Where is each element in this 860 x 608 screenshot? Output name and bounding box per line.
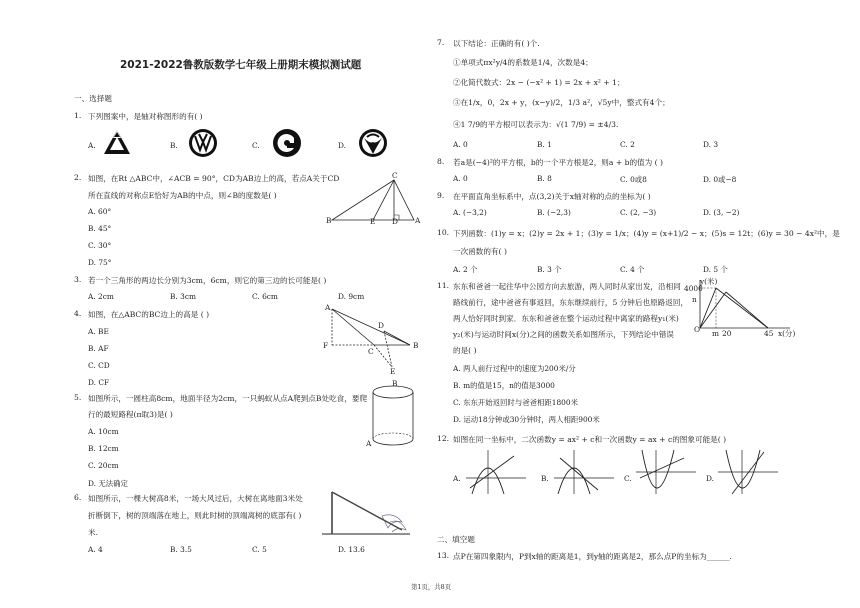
question-13-number: 13. <box>437 551 450 560</box>
question-2-number: 2. <box>74 173 82 182</box>
q4-label-f: F <box>323 341 329 350</box>
q5-option-a: A. 10cm <box>88 427 119 436</box>
question-7-number: 7. <box>437 38 445 47</box>
q12-option-d: D. <box>706 474 715 483</box>
q4-label-a: A <box>325 303 331 312</box>
section-heading-fill-blank: 二、填空题 <box>437 535 475 544</box>
q4-label-b: B <box>413 341 419 350</box>
q1-option-b-label: B. <box>170 141 178 150</box>
q5-label-b: B <box>392 379 398 388</box>
question-6-line-1: 如图所示，一棵大树高8米，一场大风过后，大树在离地面3米处 <box>88 494 303 503</box>
question-11-number: 11. <box>437 281 450 290</box>
q9-option-b: B. (−2,3) <box>537 208 571 217</box>
q11-option-b: B. m的值是15，n的值是3000 <box>453 381 555 390</box>
q6-option-a: A. 4 <box>88 545 103 554</box>
question-2-line-1: 如图，在Rt △ABC中，∠ACB = 90°，CD为AB边上的高，若点A关于CD <box>88 174 340 183</box>
q8-option-c: C. 0或8 <box>620 175 647 184</box>
q3-option-b: B. 3cm <box>170 292 196 301</box>
question-6-line-2: 折断倒下，树的顶端落在地上，则此时树的顶端离树的底部有( ) <box>88 511 302 520</box>
q8-option-a: A. 0 <box>453 174 468 183</box>
question-6-line-3: 米. <box>88 528 99 537</box>
section-heading-choice: 一、选择题 <box>74 94 112 103</box>
q7-option-a: A. 0 <box>453 140 468 149</box>
q11-label-4000: 4000 <box>684 284 703 293</box>
question-1-number: 1. <box>74 111 82 120</box>
question-12-number: 12. <box>437 434 450 443</box>
q3-option-c: C. 6cm <box>252 292 278 301</box>
q7-option-c: C. 2 <box>620 140 635 149</box>
q11-label-origin: O <box>694 325 701 334</box>
q7-statement-3: ③在1/x，0，2x + y，(x−y)/2，1/3 a²，√5y中，整式有4个； <box>453 98 670 107</box>
q2-option-a: A. 60° <box>88 207 112 216</box>
q2-label-e: E <box>370 217 376 226</box>
q5-option-d: D. 无法确定 <box>88 479 128 488</box>
question-8-number: 8. <box>437 157 445 166</box>
question-10-line-1: 下列函数：(1)y = x；(2)y = 2x + 1；(3)y = 1/x；(4)y = (x+1)/2 − x；(5)s = 12t；(6)y = 30 − 4x²中，是 <box>453 229 840 238</box>
dongfeng-logo-icon <box>358 128 388 158</box>
page-footer: 第1页，共8页 <box>411 583 452 591</box>
q4-option-c: C. CD <box>88 361 110 370</box>
q4-option-a: A. BE <box>88 327 109 336</box>
q4-option-d: D. CF <box>88 378 110 387</box>
q11-label-y-axis: y(米) <box>700 277 718 286</box>
q12-option-a: A. <box>453 474 461 483</box>
q11-option-a: A. 两人前行过程中的速度为200米/分 <box>453 364 576 373</box>
q7-statement-4: ④1 7/9的平方根可以表示为：√(1 7/9) = ±4/3. <box>453 120 619 129</box>
q2-label-b: B <box>326 216 332 225</box>
recycle-logo-icon <box>102 128 132 158</box>
q2-label-c: C <box>392 171 398 180</box>
question-9-number: 9. <box>437 191 445 200</box>
question-10-number: 10. <box>437 228 450 237</box>
q9-option-c: C. (2, −3) <box>620 208 657 217</box>
q10-option-c: C. 4 个 <box>620 265 645 274</box>
question-5-line-1: 如图所示，一圆柱高8cm，地面半径为2cm，一只蚂蚁从点A爬到点B处吃食，要爬 <box>88 394 368 403</box>
question-5-line-2: 行的最短路程(π取3)是( ) <box>88 410 173 419</box>
q6-broken-tree-figure <box>322 486 412 538</box>
q11-distance-time-graph <box>688 278 798 336</box>
q10-option-b: B. 3 个 <box>537 265 562 274</box>
q12-option-b: B. <box>541 474 549 483</box>
question-4-text: 如图，在△ABC的BC边上的高是 ( ) <box>88 310 210 319</box>
q4-label-c: C <box>368 347 374 356</box>
q3-option-a: A. 2cm <box>88 292 114 301</box>
question-12-text: 如图在同一坐标中，二次函数y = ax² + c和一次函数y = ax + c的图象可能是( ) <box>453 435 727 444</box>
question-11-line-1: 东东和爸爸一起往华中公园方向去旅游，两人同时从家出发，沿相同 <box>453 282 681 291</box>
q9-option-d: D. (3, −2) <box>703 208 740 217</box>
question-11-line-3: 两人恰好同时到家．东东和爸爸在整个运动过程中离家的路程y₁(米) <box>453 314 679 323</box>
q11-label-20: 20 <box>722 329 732 338</box>
question-11-line-2: 路线前行，途中爸爸有事返回，东东继续前行，5 分钟后也原路返回， <box>453 298 689 307</box>
question-6-number: 6. <box>74 493 82 502</box>
q5-option-c: C. 20cm <box>88 461 119 470</box>
q11-label-x-axis: x(分) <box>778 329 796 338</box>
volkswagen-logo-icon <box>188 128 218 158</box>
q8-option-d: D. 0或−8 <box>703 175 737 184</box>
q5-label-a: A <box>366 439 372 448</box>
question-10-line-2: 一次函数的有( ) <box>453 247 507 256</box>
q12-graph-d <box>716 448 780 496</box>
question-5-number: 5. <box>74 393 82 402</box>
q9-option-a: A. (−3,2) <box>453 208 487 217</box>
q12-graph-c <box>634 448 698 496</box>
question-1-text: 下列图案中，是轴对称图形的有( ) <box>88 112 203 121</box>
swirl-logo-icon <box>272 128 302 158</box>
q2-option-d: D. 75° <box>88 258 112 267</box>
q7-statement-2: ②化简代数式：2x − (−x² + 1) = 2x + x² + 1； <box>453 78 625 87</box>
q4-label-d: D <box>378 321 384 330</box>
q1-option-a-label: A. <box>88 141 96 150</box>
q11-label-45: 45 <box>764 329 774 338</box>
q7-statement-1: ①单项式πx²y/4的系数是1/4，次数是4； <box>453 58 593 67</box>
q5-cylinder-figure <box>368 384 418 449</box>
question-9-text: 在平面直角坐标系中，点(3,2)关于x轴对称的点的坐标为( ) <box>453 192 651 201</box>
q6-option-b: B. 3.5 <box>170 545 192 554</box>
q6-option-c: C. 5 <box>252 545 267 554</box>
q2-label-d: D <box>392 217 398 226</box>
question-3-number: 3. <box>74 275 82 284</box>
q10-option-d: D. 5 个 <box>703 265 728 274</box>
question-3-text: 若一个三角形的两边长分别为3cm，6cm，则它的第三边的长可能是( ) <box>88 276 327 285</box>
question-11-line-5: 的是( ) <box>453 346 477 355</box>
question-11-line-4: y₂(米)与运动时间x(分)之间的函数关系如图所示，下列结论中错误 <box>453 330 674 339</box>
q2-option-b: B. 45° <box>88 224 112 233</box>
q11-option-d: D. 运动18分钟或30分钟时，两人相距900米 <box>453 415 600 424</box>
q7-option-b: B. 1 <box>537 140 552 149</box>
q1-option-c-label: C. <box>252 141 260 150</box>
q10-option-a: A. 2 个 <box>453 265 478 274</box>
question-7-text: 以下结论：正确的有( )个. <box>453 39 540 48</box>
question-4-number: 4. <box>74 309 82 318</box>
q5-option-b: B. 12cm <box>88 444 119 453</box>
q1-option-d-label: D. <box>338 141 347 150</box>
question-13-text: 点P在第四象限内，P到x轴的距离是1，到y轴的距离是2，那么点P的坐标为______. <box>453 552 732 561</box>
q2-label-a: A <box>415 216 421 225</box>
q8-option-b: B. 8 <box>537 174 552 183</box>
q7-option-d: D. 3 <box>703 140 719 149</box>
q6-option-d: D. 13.6 <box>338 545 365 554</box>
question-8-text: 若a是(−4)²的平方根，b的一个平方根是2，则a + b的值为 ( ) <box>453 158 663 167</box>
question-2-line-2: 所在直线的对称点E恰好为AB的中点，则∠B的度数是( ) <box>88 191 277 200</box>
q4-option-b: B. AF <box>88 344 109 353</box>
q11-label-n: n <box>692 295 697 304</box>
q12-graph-a <box>464 448 528 496</box>
q4-triangle-figure <box>330 305 420 375</box>
q11-label-m: m <box>712 329 720 338</box>
q3-option-d: D. 9cm <box>338 292 365 301</box>
q11-option-c: C. 东东开始返回时与爸爸相距1800米 <box>453 398 578 407</box>
q12-graph-b <box>552 448 616 496</box>
page-title: 2021-2022鲁教版数学七年级上册期末模拟测试题 <box>120 59 362 71</box>
q2-option-c: C. 30° <box>88 241 112 250</box>
q12-option-c: C. <box>624 474 632 483</box>
q4-label-e: E <box>390 367 396 376</box>
